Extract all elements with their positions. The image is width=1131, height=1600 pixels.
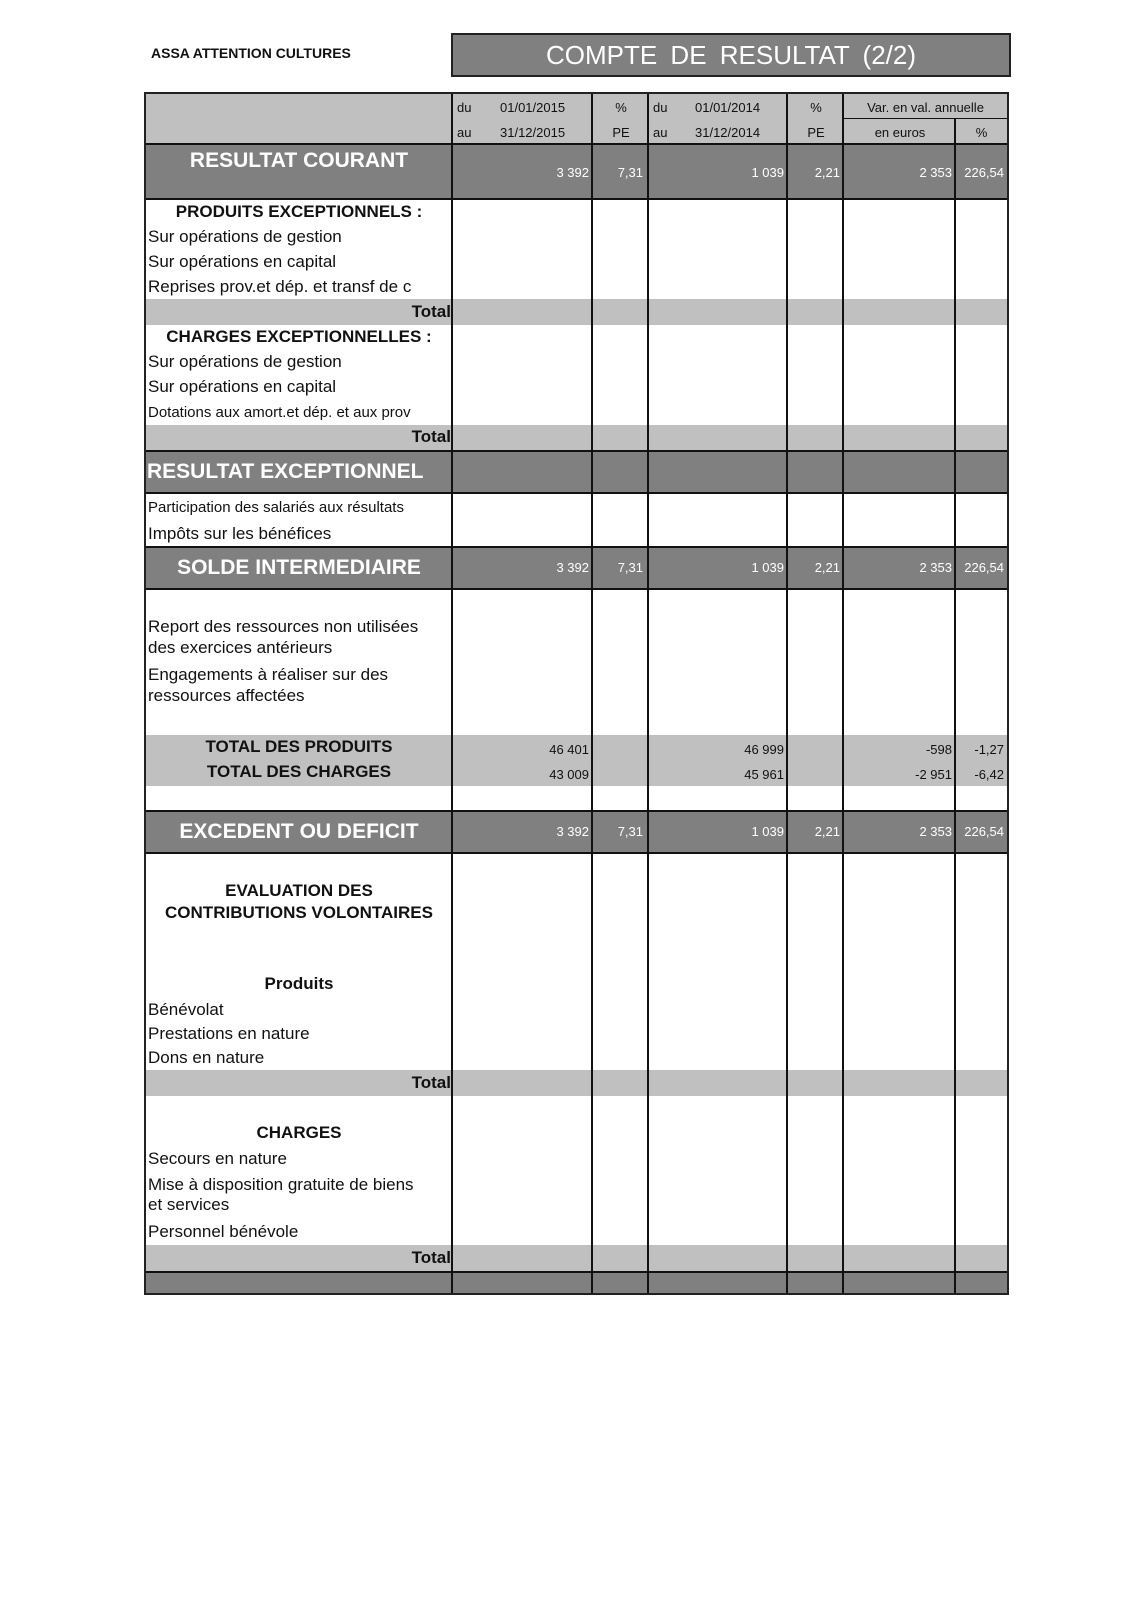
du-label-current: du xyxy=(457,100,472,115)
line-item: Reprises prov.et dép. et transf de c xyxy=(148,277,412,296)
column-divider xyxy=(591,94,593,1293)
value-var-euros: -598 xyxy=(925,742,952,757)
contributions-heading-line1: EVALUATION DES xyxy=(225,881,373,900)
value-previous: 46 999 xyxy=(744,742,784,757)
line-item: Mise à disposition gratuite de biens xyxy=(148,1175,414,1194)
period-start-previous: 01/01/2014 xyxy=(695,100,761,115)
line-item: des exercices antérieurs xyxy=(148,638,333,657)
value-previous: 1 039 xyxy=(751,165,784,180)
divider xyxy=(844,118,1007,119)
value-current: 3 392 xyxy=(556,824,589,839)
row-total-charges-exceptionnelles xyxy=(146,425,1007,450)
income-statement-table xyxy=(144,92,1009,1295)
line-item: ressources affectées xyxy=(148,686,305,705)
value-var-euros: 2 353 xyxy=(919,560,952,575)
value-previous: 45 961 xyxy=(744,767,784,782)
contributions-charges-heading: CHARGES xyxy=(256,1123,342,1142)
column-divider xyxy=(647,94,649,1293)
line-item: Impôts sur les bénéfices xyxy=(148,524,332,543)
line-item: Participation des salariés aux résultats xyxy=(148,499,404,516)
value-current: 43 009 xyxy=(549,767,589,782)
line-item: Bénévolat xyxy=(148,1000,224,1019)
value-var-euros: 2 353 xyxy=(919,824,952,839)
value-var-euros: -2 951 xyxy=(915,767,952,782)
variation-header: Var. en val. annuelle xyxy=(867,100,984,115)
organization-name: ASSA ATTENTION CULTURES xyxy=(151,45,351,61)
charges-exceptionnelles-heading: CHARGES EXCEPTIONNELLES : xyxy=(166,327,432,346)
line-item: Dotations aux amort.et dép. et aux prov xyxy=(148,404,411,421)
row-total-contributions-produits xyxy=(146,1070,1007,1096)
value-previous-pct: 2,21 xyxy=(814,165,840,180)
value-var-pct: -1,27 xyxy=(974,742,1004,757)
value-previous-pct: 2,21 xyxy=(814,560,840,575)
pe-header-previous: PE xyxy=(807,125,825,140)
value-previous: 1 039 xyxy=(751,824,784,839)
row-final-band xyxy=(146,1273,1007,1293)
value-var-pct: 226,54 xyxy=(964,824,1004,839)
au-label-current: au xyxy=(457,125,472,140)
contributions-heading-line2: CONTRIBUTIONS VOLONTAIRES xyxy=(165,903,433,922)
row-excedent-deficit xyxy=(146,812,1007,852)
divider xyxy=(146,588,1007,590)
page-title: COMPTE DE RESULTAT (2/2) xyxy=(451,33,1011,77)
line-item: Sur opérations de gestion xyxy=(148,227,342,246)
value-previous-pct: 2,21 xyxy=(814,824,840,839)
divider xyxy=(146,492,1007,494)
value-current: 3 392 xyxy=(556,560,589,575)
du-label-previous: du xyxy=(653,100,668,115)
contributions-produits-heading: Produits xyxy=(264,974,334,993)
value-current: 46 401 xyxy=(549,742,589,757)
divider xyxy=(146,852,1007,854)
value-var-pct: -6,42 xyxy=(974,767,1004,782)
row-solde-intermediaire xyxy=(146,548,1007,588)
row-totals xyxy=(146,735,1007,786)
pct-header-current: % xyxy=(615,100,627,115)
total-label: Total xyxy=(411,1073,451,1092)
line-item: Personnel bénévole xyxy=(148,1222,299,1241)
line-item: Engagements à réaliser sur des xyxy=(148,665,389,684)
total-produits-label: TOTAL DES PRODUITS xyxy=(205,737,393,756)
value-current-pct: 7,31 xyxy=(617,165,643,180)
value-current: 3 392 xyxy=(556,165,589,180)
value-var-pct: 226,54 xyxy=(964,560,1004,575)
column-divider xyxy=(954,118,956,1293)
excedent-label: EXCEDENT OU DEFICIT xyxy=(179,820,419,843)
divider xyxy=(146,198,1007,200)
produits-exceptionnels-heading: PRODUITS EXCEPTIONNELS : xyxy=(175,202,423,221)
resultat-courant-label: RESULTAT COURANT xyxy=(189,149,409,172)
line-item: Dons en nature xyxy=(148,1048,265,1067)
value-current-pct: 7,31 xyxy=(617,824,643,839)
line-item: Prestations en nature xyxy=(148,1024,310,1043)
row-total-contributions-charges xyxy=(146,1245,1007,1271)
row-resultat-exceptionnel xyxy=(146,452,1007,492)
variation-euros-header: en euros xyxy=(874,125,926,140)
variation-pct-header: % xyxy=(975,125,988,140)
pe-header-current: PE xyxy=(612,125,630,140)
total-label: Total xyxy=(411,1248,451,1267)
column-divider xyxy=(842,94,844,1293)
line-item: Sur opérations en capital xyxy=(148,377,337,396)
line-item: Secours en nature xyxy=(148,1149,287,1168)
period-end-current: 31/12/2015 xyxy=(500,125,566,140)
value-var-pct: 226,54 xyxy=(964,165,1004,180)
row-total-produits-exceptionnels xyxy=(146,299,1007,325)
value-var-euros: 2 353 xyxy=(919,165,952,180)
row-resultat-courant xyxy=(146,145,1007,198)
line-item: Sur opérations de gestion xyxy=(148,352,342,371)
value-current-pct: 7,31 xyxy=(617,560,643,575)
pct-header-previous: % xyxy=(810,100,822,115)
value-previous: 1 039 xyxy=(751,560,784,575)
column-divider xyxy=(451,94,453,1293)
line-item: Report des ressources non utilisées xyxy=(148,617,419,636)
total-charges-label: TOTAL DES CHARGES xyxy=(206,762,392,781)
column-divider xyxy=(786,94,788,1293)
au-label-previous: au xyxy=(653,125,668,140)
total-label: Total xyxy=(411,302,451,321)
period-end-previous: 31/12/2014 xyxy=(695,125,761,140)
resultat-exceptionnel-label: RESULTAT EXCEPTIONNEL xyxy=(147,460,424,483)
solde-intermediaire-label: SOLDE INTERMEDIAIRE xyxy=(177,556,421,579)
total-label: Total xyxy=(411,427,451,446)
line-item: et services xyxy=(148,1195,230,1214)
line-item: Sur opérations en capital xyxy=(148,252,337,271)
period-start-current: 01/01/2015 xyxy=(500,100,566,115)
